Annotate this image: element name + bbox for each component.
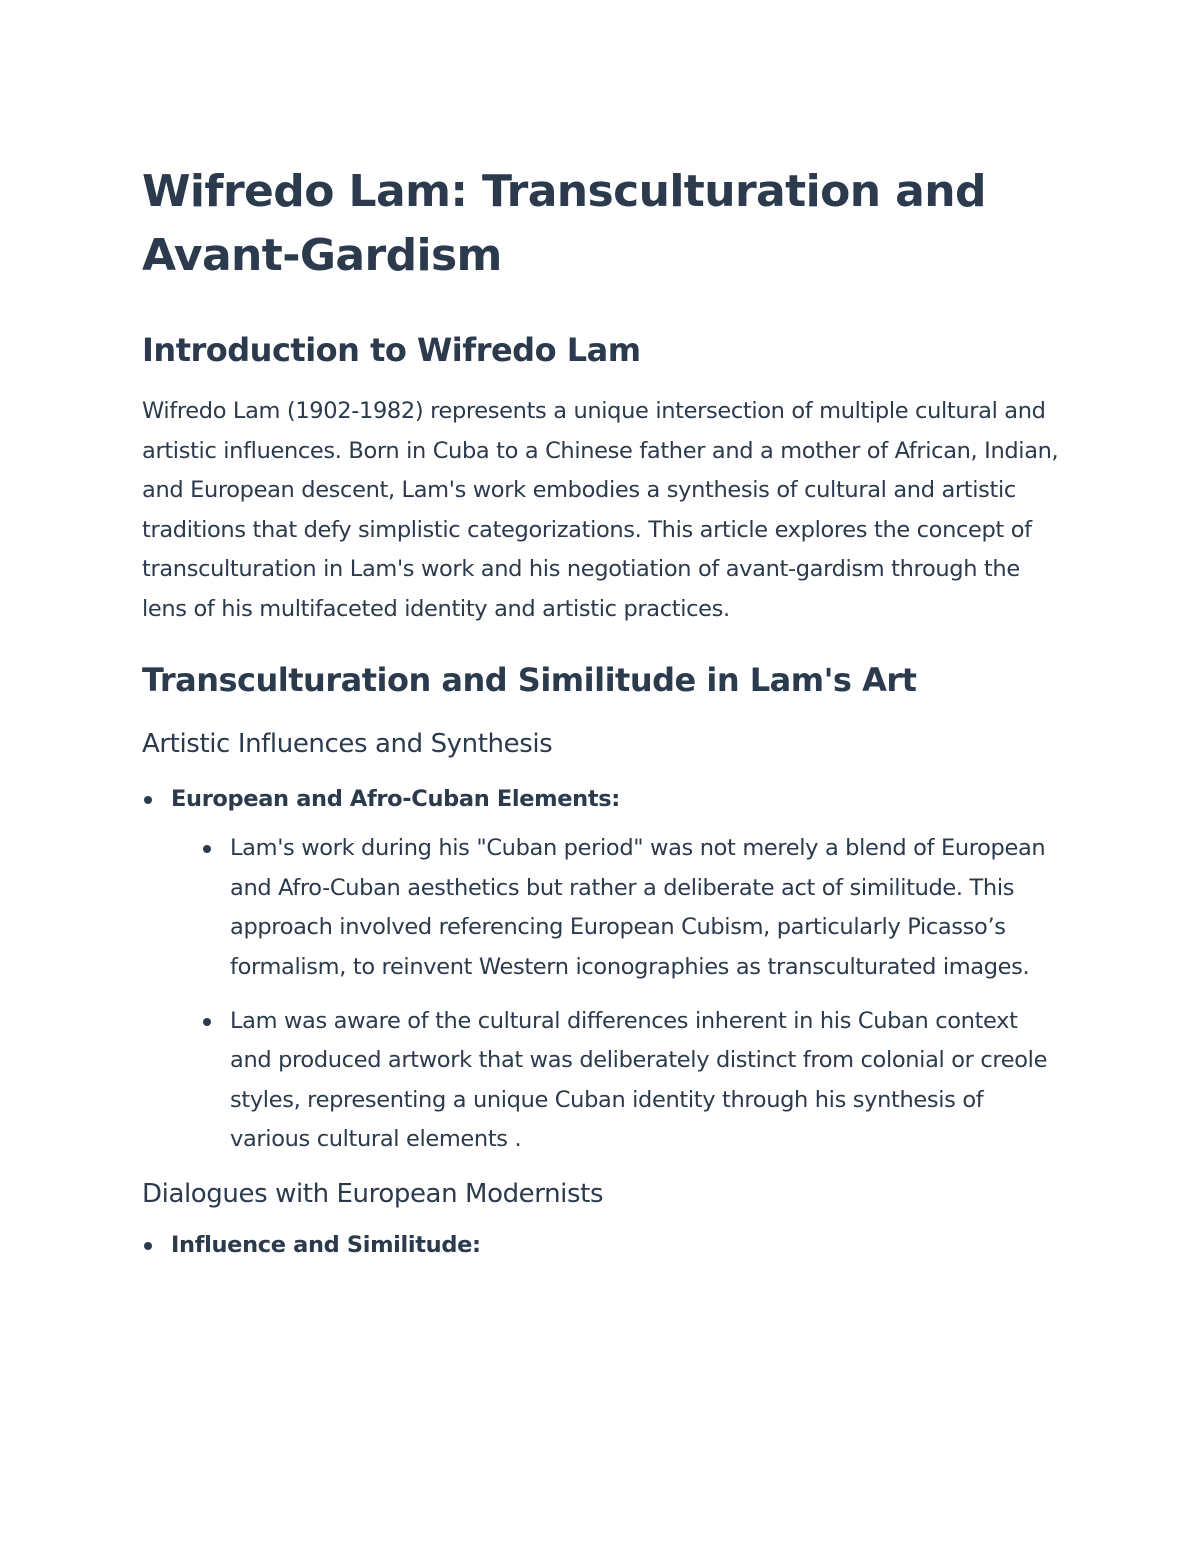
subsection-dialogues-heading: Dialogues with European Modernists xyxy=(142,1178,604,1209)
list-item-label: Influence and Similitude: xyxy=(171,1231,481,1258)
list-item-label: European and Afro-Cuban Elements: xyxy=(171,785,620,812)
bullet-icon xyxy=(203,845,211,853)
intro-heading: Introduction to Wifredo Lam xyxy=(142,331,641,369)
nested-bullet-list xyxy=(171,829,1062,1160)
intro-paragraph: Wifredo Lam (1902-1982) represents a unique intersection of multiple cultural and artistic influences. Born in Cuba to a Chinese father and a mother of African, Indian, and European descent, Lam's work embodies a synthesis of cultural and artistic traditions that defy simplistic categorizations. This article explores the concept of transculturation in Lam's work and his negotiation of avant-gardism through the lens of his multifaceted identity and artistic practices. xyxy=(142,398,1059,622)
subsection-artistic-influences-heading: Artistic Influences and Synthesis xyxy=(142,728,553,759)
document-title: Wifredo Lam: Transculturation and Avant-Gardism xyxy=(142,166,986,281)
section-transculturation-heading: Transculturation and Similitude in Lam's Art xyxy=(142,660,917,699)
bullet-icon xyxy=(144,1242,152,1250)
list-item xyxy=(201,829,1062,987)
list-item xyxy=(142,1226,1062,1266)
bullet-list xyxy=(142,1226,1062,1266)
bullet-list xyxy=(142,780,1062,1160)
document-page xyxy=(142,160,1062,1266)
list-item-text: Lam was aware of the cultural differences inherent in his Cuban context and produced artwork that was deliberately distinct from colonial or creole styles, representing a unique Cuban identity through his synthesis of various cultural elements . xyxy=(230,1007,1048,1153)
list-item xyxy=(142,780,1062,1160)
list-item xyxy=(201,1002,1062,1160)
bullet-icon xyxy=(203,1018,211,1026)
bullet-icon xyxy=(144,796,152,804)
list-item-text: Lam's work during his "Cuban period" was not merely a blend of European and Afro-Cuban aesthetics but rather a deliberate act of similitude. This approach involved referencing European Cubism, particularly Picasso’s formalism, to reinvent Western iconographies as transculturated images. xyxy=(230,835,1046,980)
